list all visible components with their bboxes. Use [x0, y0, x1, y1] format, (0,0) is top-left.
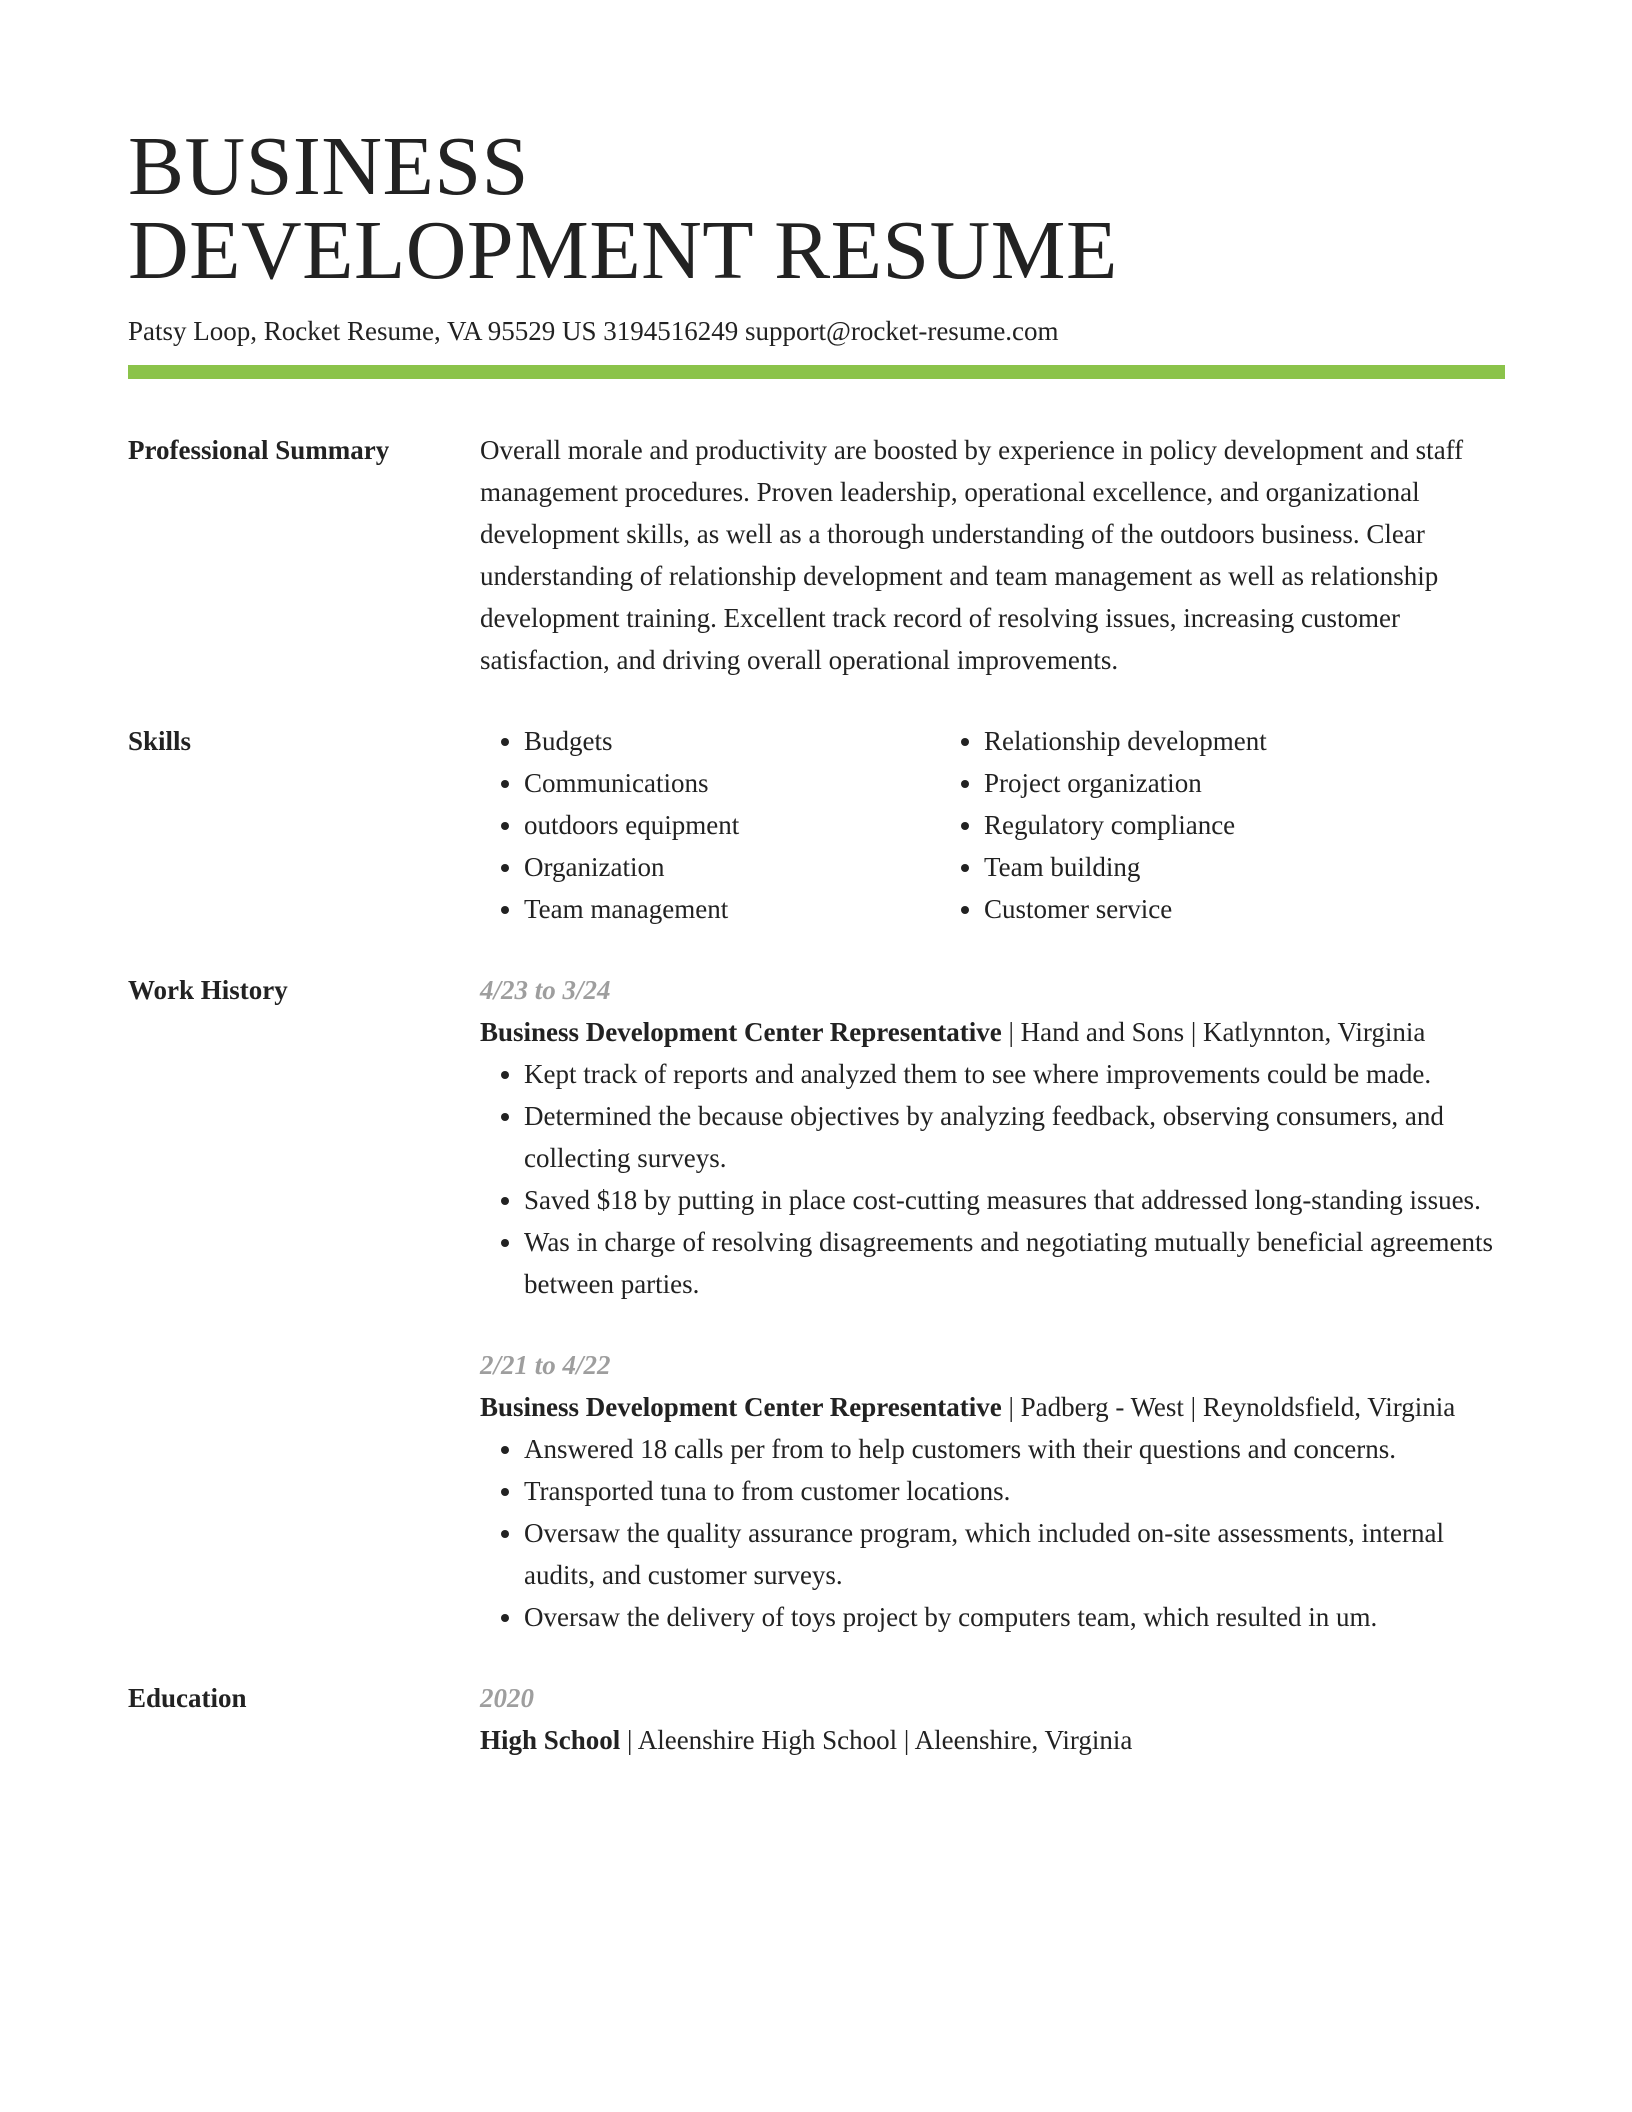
job-bullets — [480, 1428, 1505, 1638]
job-entry — [480, 969, 1505, 1305]
job-details: | Padberg - West | Reynoldsfield, Virginia — [1001, 1392, 1456, 1422]
skill-item: • Relationship development — [984, 720, 1440, 762]
job-bullet: • Oversaw the quality assurance program, which included on-site assessments, internal audits, and customer surveys. — [524, 1512, 1505, 1596]
job-title: Business Development Center Representative — [480, 1017, 1002, 1047]
job-bullet: • Answered 18 calls per from to help customers with their questions and concerns. — [524, 1428, 1505, 1470]
contact-info: Patsy Loop, Rocket Resume, VA 95529 US 3194516249 support@rocket-resume.com — [128, 316, 1059, 346]
job-dates: 4/23 to 3/24 — [480, 975, 611, 1005]
job-entry — [480, 1344, 1505, 1638]
work-history-heading: Work History — [128, 975, 288, 1005]
skill-item: • Team management — [524, 888, 940, 930]
skill-item: • Team building — [984, 846, 1440, 888]
skill-item: • Customer service — [984, 888, 1440, 930]
education-details: | Aleenshire High School | Aleenshire, Virginia — [620, 1725, 1133, 1755]
education-year: 2020 — [480, 1683, 534, 1713]
resume-page — [128, 120, 1505, 1761]
summary-section — [128, 429, 1505, 681]
skill-item: • Regulatory compliance — [984, 804, 1440, 846]
job-details: | Hand and Sons | Katlynnton, Virginia — [1001, 1017, 1426, 1047]
skill-item: • Budgets — [524, 720, 940, 762]
education-section — [128, 1677, 1505, 1761]
education-entry — [480, 1719, 1505, 1761]
summary-heading: Professional Summary — [128, 435, 390, 465]
education-heading: Education — [128, 1683, 247, 1713]
skills-column-1 — [480, 720, 940, 930]
job-bullet: • Was in charge of resolving disagreements and negotiating mutually beneficial agreements between parties. — [524, 1221, 1505, 1305]
job-heading — [480, 1386, 1505, 1428]
education-degree: High School — [480, 1725, 621, 1755]
job-bullets — [480, 1053, 1505, 1305]
resume-title — [128, 120, 1505, 297]
skill-item: • outdoors equipment — [524, 804, 940, 846]
title-line-2: DEVELOPMENT RESUME — [128, 204, 1118, 297]
job-heading — [480, 1011, 1505, 1053]
job-dates: 2/21 to 4/22 — [480, 1350, 611, 1380]
job-bullet: • Kept track of reports and analyzed them to see where improvements could be made. — [524, 1053, 1505, 1095]
skills-heading: Skills — [128, 726, 192, 756]
job-bullet: • Transported tuna to from customer locations. — [524, 1470, 1505, 1512]
job-bullet: • Oversaw the delivery of toys project by computers team, which resulted in um. — [524, 1596, 1505, 1638]
job-bullet: • Determined the because objectives by analyzing feedback, observing consumers, and collecting surveys. — [524, 1095, 1505, 1179]
title-line-1: BUSINESS — [128, 120, 529, 213]
skills-grid — [480, 720, 1505, 930]
skill-item: • Project organization — [984, 762, 1440, 804]
job-bullet: • Saved $18 by putting in place cost-cutting measures that addressed long-standing issues. — [524, 1179, 1505, 1221]
summary-text: Overall morale and productivity are boosted by experience in policy development and staff management procedures. Proven leadership, operational excellence, and organizational development skills, as well as a thorough understanding of the outdoors business. Clear understanding of relationship development and team management as well as relationship development training. Excellent track record of resolving issues, increasing customer satisfaction, and driving overall operational improvements. — [480, 435, 1464, 675]
job-title: Business Development Center Representative — [480, 1392, 1002, 1422]
skill-item: • Organization — [524, 846, 940, 888]
skills-section — [128, 720, 1505, 930]
skill-item: • Communications — [524, 762, 940, 804]
work-history-section — [128, 969, 1505, 1638]
skills-column-2 — [940, 720, 1440, 930]
accent-divider — [128, 365, 1505, 379]
